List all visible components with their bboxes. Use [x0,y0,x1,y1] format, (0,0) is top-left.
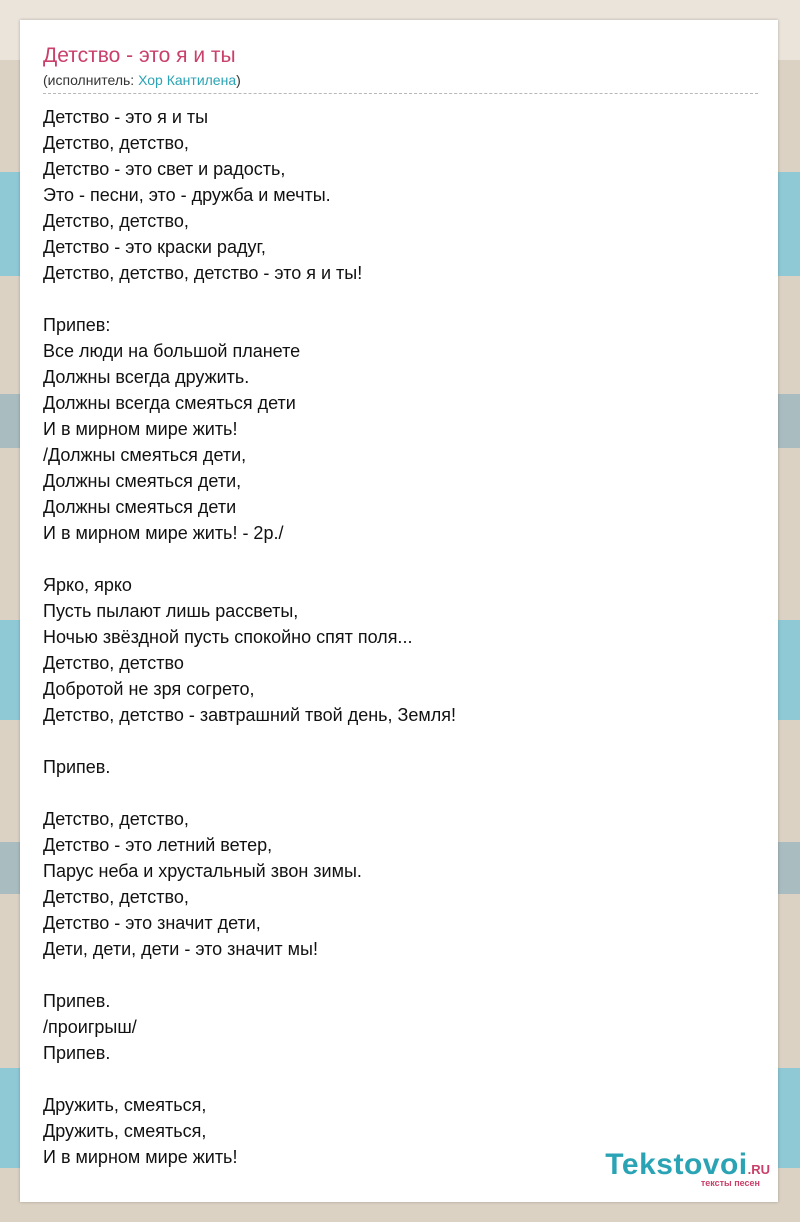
lyric-line: Детство - это краски радуг, [43,237,266,257]
lyric-line: Это - песни, это - дружба и мечты. [43,185,331,205]
lyric-line: Должны всегда дружить. [43,367,250,387]
lyrics-text [43,104,758,1170]
lyric-line: Детство - это я и ты [43,107,209,127]
lyric-line: Припев: [43,315,111,335]
lyric-line: Должны смеяться дети [43,497,237,517]
lyric-line: Припев. [43,757,111,777]
lyric-line: Детство, детство - завтрашний твой день, Земля! [43,705,457,725]
lyric-line: Детство, детство, детство - это я и ты! [43,263,363,283]
lyric-line: Детство, детство [43,653,184,673]
lyric-line: Дети, дети, дети - это значит мы! [43,939,318,959]
stanza-break [43,1066,758,1092]
lyric-line: И в мирном мире жить! [43,419,238,439]
lyric-line: Детство, детство, [43,211,189,231]
site-logo[interactable] [605,1148,770,1188]
stanza-break [43,962,758,988]
artist-prefix: (исполнитель: [43,72,139,88]
lyric-line: /проигрыш/ [43,1017,137,1037]
artist-link[interactable]: Хор Кантилена [138,72,237,88]
lyric-line: Детство - это свет и радость, [43,159,286,179]
lyric-line: И в мирном мире жить! - 2р./ [43,523,284,543]
lyric-line: Ночью звёздной пусть спокойно спят поля... [43,627,413,647]
artist-line [43,72,241,88]
stanza-break [43,780,758,806]
lyric-line: Должны смеяться дети, [43,471,242,491]
lyric-line: Дружить, смеяться, [43,1095,207,1115]
lyric-line: Детство, детство, [43,809,189,829]
stanza-break [43,286,758,312]
lyric-line: Припев. [43,991,111,1011]
logo-tagline: тексты песен [700,1178,760,1188]
lyric-line: Детство, детство, [43,133,189,153]
lyric-line: Парус неба и хрустальный звон зимы. [43,861,362,881]
lyric-line: /Должны смеяться дети, [43,445,247,465]
song-title: Детство - это я и ты [43,44,236,67]
lyric-line: Детство - это значит дети, [43,913,261,933]
title-divider [43,93,758,94]
logo-name: Tekstovoi [605,1148,748,1181]
stanza-break [43,728,758,754]
lyric-line: И в мирном мире жить! [43,1147,238,1167]
lyric-line: Должны всегда смеяться дети [43,393,296,413]
stanza-break [43,546,758,572]
lyric-line: Ярко, ярко [43,575,132,595]
lyric-line: Детство, детство, [43,887,189,907]
lyric-line: Все люди на большой планете [43,341,301,361]
artist-suffix: ) [236,72,241,88]
lyric-line: Припев. [43,1043,111,1063]
lyric-line: Пусть пылают лишь рассветы, [43,601,299,621]
lyric-line: Детство - это летний ветер, [43,835,273,855]
lyric-line: Дружить, смеяться, [43,1121,207,1141]
logo-tld: .RU [747,1162,770,1177]
lyric-line: Добротой не зря согрето, [43,679,255,699]
lyrics-card [20,20,778,1202]
